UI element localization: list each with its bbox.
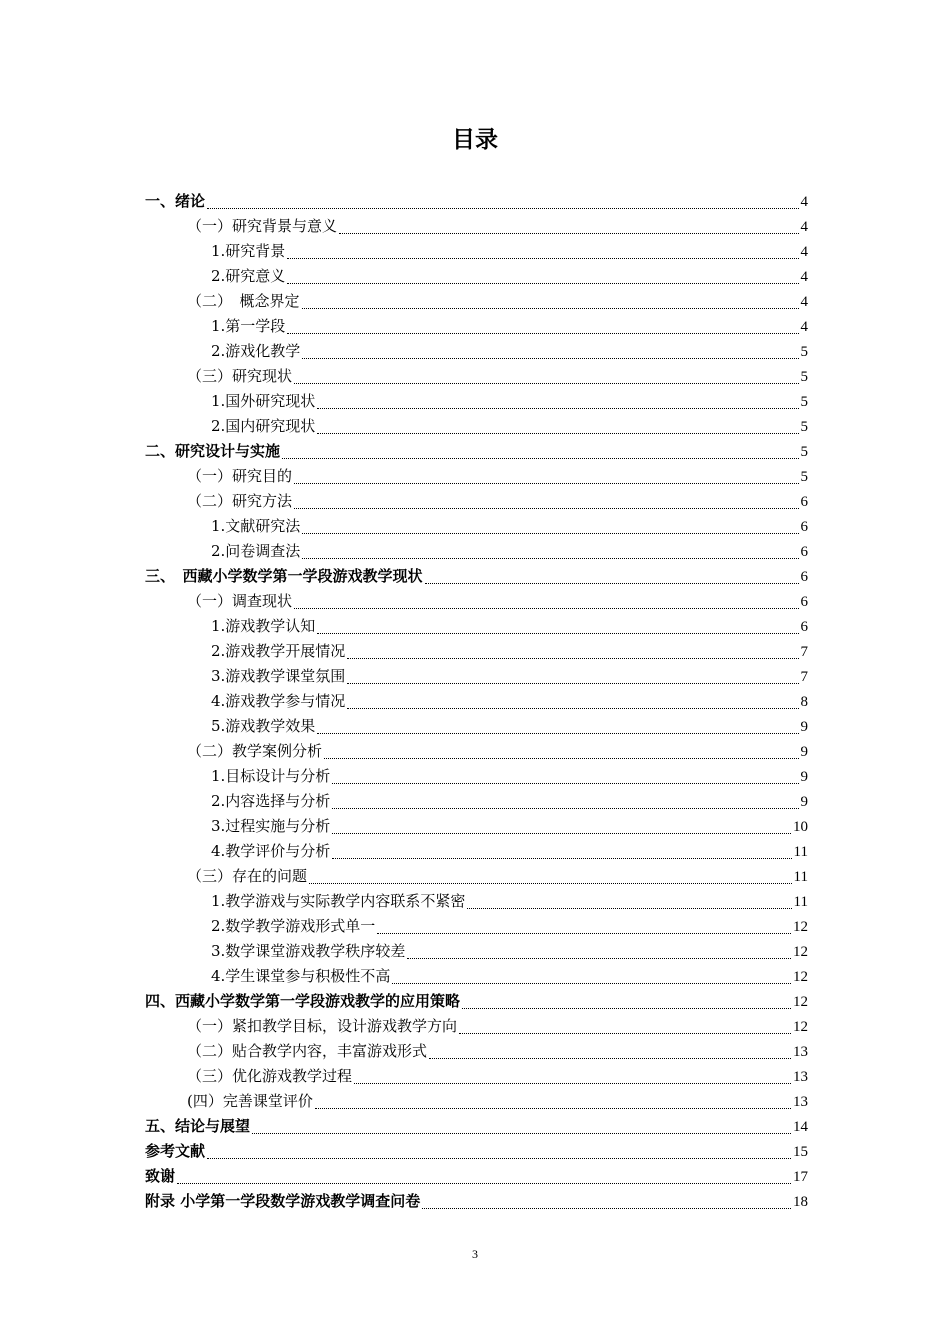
toc-entry-label: 2.数学教学游戏形式单一 [211, 917, 376, 935]
toc-entry-page: 13 [793, 1069, 808, 1085]
toc-dot-leader [377, 933, 791, 934]
table-of-contents [145, 189, 808, 1214]
toc-entry[interactable] [145, 664, 808, 689]
toc-entry-page: 8 [800, 694, 808, 710]
toc-entry-page: 6 [800, 519, 808, 535]
toc-dot-leader [354, 1083, 791, 1084]
toc-entry[interactable] [145, 1064, 808, 1089]
toc-dot-leader [407, 958, 791, 959]
toc-entry[interactable] [145, 964, 808, 989]
toc-dot-leader [422, 1208, 791, 1209]
toc-entry-label: （一）研究背景与意义 [187, 217, 338, 235]
toc-entry-label: （二） 概念界定 [187, 292, 300, 310]
toc-entry-label: （三）研究现状 [187, 367, 293, 385]
toc-entry-label: （一）研究目的 [187, 467, 293, 485]
toc-entry-label: 1.第一学段 [211, 317, 286, 335]
toc-entry[interactable] [145, 489, 808, 514]
toc-dot-leader [467, 908, 791, 909]
toc-entry-page: 4 [800, 219, 808, 235]
toc-dot-leader [332, 833, 791, 834]
toc-entry-page: 9 [800, 719, 808, 735]
toc-entry[interactable] [145, 364, 808, 389]
toc-dot-leader [294, 508, 798, 509]
toc-entry-label: 1.国外研究现状 [211, 392, 316, 410]
toc-dot-leader [392, 983, 791, 984]
toc-entry-label: （三）优化游戏教学过程 [187, 1067, 353, 1085]
toc-entry-label: 2.游戏教学开展情况 [211, 642, 346, 660]
toc-entry-page: 5 [800, 419, 808, 435]
toc-entry[interactable] [145, 1189, 808, 1214]
toc-dot-leader [287, 283, 798, 284]
toc-dot-leader [302, 533, 798, 534]
toc-entry[interactable] [145, 589, 808, 614]
toc-entry[interactable] [145, 239, 808, 264]
toc-dot-leader [459, 1033, 791, 1034]
toc-entry-label: 1.教学游戏与实际教学内容联系不紧密 [211, 892, 466, 910]
toc-entry-label: （三）存在的问题 [187, 867, 308, 885]
toc-entry-page: 5 [800, 394, 808, 410]
page-title: 目录 [452, 127, 498, 153]
toc-entry[interactable] [145, 564, 808, 589]
toc-entry[interactable] [145, 639, 808, 664]
toc-entry-label: （二）研究方法 [187, 492, 293, 510]
toc-entry-label: 4.学生课堂参与积极性不高 [211, 967, 391, 985]
toc-entry-page: 9 [800, 794, 808, 810]
toc-entry-page: 13 [793, 1094, 808, 1110]
toc-dot-leader [347, 683, 798, 684]
toc-entry-label: 3.游戏教学课堂氛围 [211, 667, 346, 685]
toc-entry[interactable] [145, 889, 808, 914]
toc-entry-label: 2.游戏化教学 [211, 342, 301, 360]
toc-dot-leader [287, 333, 798, 334]
toc-dot-leader [302, 308, 799, 309]
toc-entry[interactable] [145, 814, 808, 839]
toc-entry[interactable] [145, 839, 808, 864]
toc-dot-leader [429, 1058, 791, 1059]
toc-entry-page: 5 [800, 444, 808, 460]
toc-entry-page: 11 [793, 894, 808, 910]
toc-entry-page: 17 [793, 1169, 808, 1185]
toc-entry-page: 9 [800, 769, 808, 785]
toc-entry-page: 6 [800, 594, 808, 610]
toc-entry-label: 一、绪论 [145, 192, 206, 210]
toc-entry[interactable] [145, 464, 808, 489]
toc-entry-page: 18 [793, 1194, 808, 1210]
toc-entry[interactable] [145, 1139, 808, 1164]
toc-entry-page: 11 [793, 869, 808, 885]
toc-entry-page: 4 [800, 269, 808, 285]
toc-dot-leader [317, 633, 798, 634]
toc-entry-page: 6 [800, 569, 808, 585]
toc-entry[interactable] [145, 989, 808, 1014]
toc-entry-label: 3.数学课堂游戏教学秩序较差 [211, 942, 406, 960]
toc-entry-label: 参考文献 [145, 1142, 206, 1160]
toc-entry-label: 致谢 [145, 1167, 176, 1185]
toc-entry[interactable] [145, 739, 808, 764]
toc-entry[interactable] [145, 289, 808, 314]
toc-dot-leader [317, 433, 798, 434]
toc-entry-page: 5 [800, 344, 808, 360]
toc-entry-page: 7 [800, 644, 808, 660]
toc-entry[interactable] [145, 414, 808, 439]
toc-entry-page: 4 [800, 319, 808, 335]
toc-entry-label: 五、结论与展望 [145, 1117, 251, 1135]
toc-entry-page: 5 [800, 369, 808, 385]
toc-entry[interactable] [145, 939, 808, 964]
toc-entry-label: 2.问卷调查法 [211, 542, 301, 560]
toc-entry[interactable] [145, 689, 808, 714]
toc-entry[interactable] [145, 1039, 808, 1064]
toc-entry-page: 12 [793, 1019, 808, 1035]
toc-dot-leader [332, 858, 791, 859]
toc-dot-leader [315, 1108, 791, 1109]
toc-dot-leader [425, 583, 799, 584]
toc-dot-leader [347, 658, 798, 659]
toc-entry[interactable] [145, 1014, 808, 1039]
toc-entry-label: 四、西藏小学数学第一学段游戏教学的应用策略 [145, 992, 461, 1010]
toc-entry-label: 3.过程实施与分析 [211, 817, 331, 835]
toc-entry-page: 14 [793, 1119, 808, 1135]
toc-dot-leader [252, 1133, 791, 1134]
toc-entry-page: 4 [800, 194, 808, 210]
toc-entry-page: 12 [793, 919, 808, 935]
toc-entry[interactable] [145, 1164, 808, 1189]
toc-entry[interactable] [145, 1114, 808, 1139]
toc-entry[interactable] [145, 764, 808, 789]
toc-entry-page: 9 [800, 744, 808, 760]
toc-entry-label: 5.游戏教学效果 [211, 717, 316, 735]
toc-entry[interactable] [145, 539, 808, 564]
toc-entry-page: 10 [793, 819, 808, 835]
toc-dot-leader [462, 1008, 791, 1009]
toc-dot-leader [324, 758, 798, 759]
toc-entry[interactable] [145, 714, 808, 739]
toc-entry-label: 1.研究背景 [211, 242, 286, 260]
toc-entry-page: 4 [800, 244, 808, 260]
toc-dot-leader [332, 808, 798, 809]
toc-dot-leader [207, 208, 798, 209]
toc-entry-label: (四）完善课堂评价 [187, 1092, 313, 1110]
toc-dot-leader [294, 608, 798, 609]
toc-dot-leader [302, 558, 798, 559]
toc-entry-page: 6 [800, 544, 808, 560]
toc-entry-label: 4.游戏教学参与情况 [211, 692, 346, 710]
toc-entry[interactable] [145, 864, 808, 889]
toc-dot-leader [339, 233, 798, 234]
toc-entry-label: （一）紧扣教学目标，设计游戏教学方向 [187, 1017, 458, 1035]
toc-entry-page: 12 [793, 944, 808, 960]
toc-dot-leader [302, 358, 798, 359]
toc-entry-page: 5 [800, 469, 808, 485]
toc-entry[interactable] [145, 339, 808, 364]
toc-entry[interactable] [145, 439, 808, 464]
toc-dot-leader [317, 408, 798, 409]
toc-entry-label: 4.教学评价与分析 [211, 842, 331, 860]
toc-entry-page: 7 [800, 669, 808, 685]
toc-entry-label: 二、研究设计与实施 [145, 442, 281, 460]
toc-entry-page: 12 [793, 969, 808, 985]
toc-entry[interactable] [145, 914, 808, 939]
toc-entry-label: 附录 小学第一学段数学游戏教学调查问卷 [145, 1192, 421, 1210]
toc-entry[interactable] [145, 189, 808, 214]
toc-dot-leader [294, 483, 798, 484]
toc-entry-label: 2.研究意义 [211, 267, 286, 285]
toc-entry[interactable] [145, 1089, 808, 1114]
toc-entry-label: （二）教学案例分析 [187, 742, 323, 760]
toc-entry[interactable] [145, 789, 808, 814]
toc-dot-leader [317, 733, 798, 734]
page-number: 3 [472, 1247, 478, 1261]
toc-entry-label: 1.文献研究法 [211, 517, 301, 535]
toc-entry-label: 2.内容选择与分析 [211, 792, 331, 810]
toc-entry[interactable] [145, 614, 808, 639]
toc-entry-label: 1.游戏教学认知 [211, 617, 316, 635]
toc-dot-leader [282, 458, 798, 459]
toc-entry[interactable] [145, 214, 808, 239]
toc-dot-leader [177, 1183, 791, 1184]
toc-entry-page: 4 [800, 294, 808, 310]
toc-entry[interactable] [145, 389, 808, 414]
toc-entry-page: 11 [793, 844, 808, 860]
toc-entry-page: 15 [793, 1144, 808, 1160]
toc-dot-leader [294, 383, 798, 384]
toc-entry-label: （二）贴合教学内容，丰富游戏形式 [187, 1042, 428, 1060]
toc-entry-page: 13 [793, 1044, 808, 1060]
toc-dot-leader [347, 708, 798, 709]
toc-entry-page: 6 [800, 619, 808, 635]
toc-entry[interactable] [145, 514, 808, 539]
toc-dot-leader [207, 1158, 791, 1159]
toc-dot-leader [287, 258, 798, 259]
toc-entry-label: 2.国内研究现状 [211, 417, 316, 435]
toc-entry-page: 6 [800, 494, 808, 510]
toc-entry-page: 12 [793, 994, 808, 1010]
toc-entry-label: 三、 西藏小学数学第一学段游戏教学现状 [145, 567, 423, 585]
toc-entry[interactable] [145, 264, 808, 289]
toc-entry-label: 1.目标设计与分析 [211, 767, 331, 785]
toc-dot-leader [309, 883, 792, 884]
toc-entry-label: （一）调查现状 [187, 592, 293, 610]
toc-entry[interactable] [145, 314, 808, 339]
toc-dot-leader [332, 783, 798, 784]
